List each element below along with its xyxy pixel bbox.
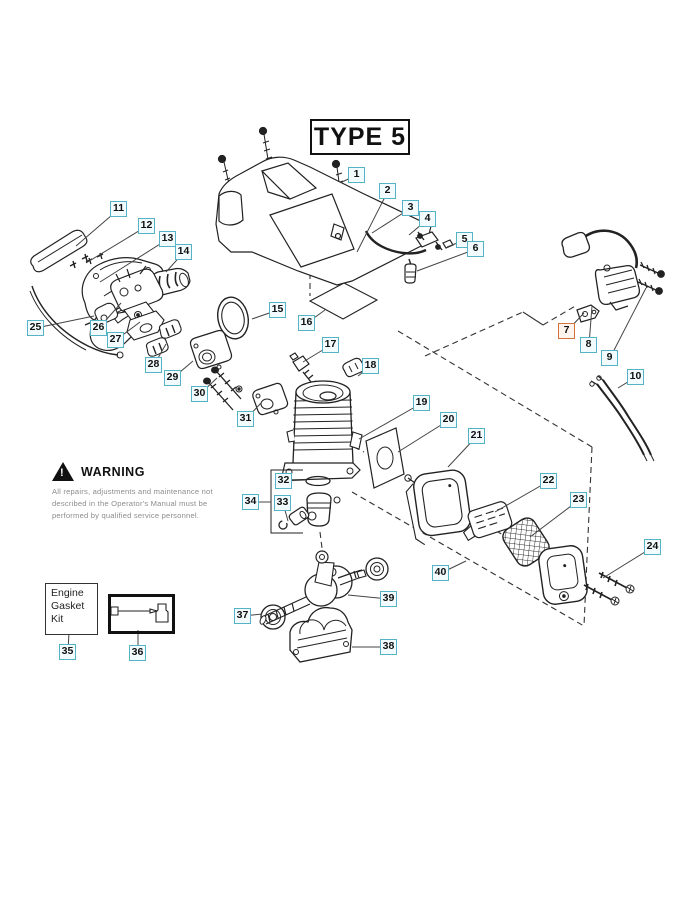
part-callout-3[interactable]: 3 — [402, 200, 419, 216]
kill-wires-drawing — [590, 376, 654, 461]
part-callout-24[interactable]: 24 — [644, 539, 661, 555]
part-callout-5[interactable]: 5 — [456, 232, 473, 248]
part-callout-17[interactable]: 17 — [322, 337, 339, 353]
part-callout-26[interactable]: 26 — [90, 320, 107, 336]
front-guard-drawing — [31, 230, 88, 272]
ignition-coil-drawing — [562, 231, 664, 322]
muffler-outer-drawing — [537, 544, 588, 606]
part-callout-30[interactable]: 30 — [191, 386, 208, 402]
part-callout-7[interactable]: 7 — [558, 323, 575, 339]
part-callout-19[interactable]: 19 — [413, 395, 430, 411]
part-callout-15[interactable]: 15 — [269, 302, 286, 318]
part-callout-4[interactable]: 4 — [419, 211, 436, 227]
type-label: TYPE 5 — [310, 119, 410, 155]
part-callout-8[interactable]: 8 — [580, 337, 597, 353]
part-callout-9[interactable]: 9 — [601, 350, 618, 366]
part-callout-25[interactable]: 25 — [27, 320, 44, 336]
part-callout-2[interactable]: 2 — [379, 183, 396, 199]
part-callout-37[interactable]: 37 — [234, 608, 251, 624]
part-callout-18[interactable]: 18 — [362, 358, 379, 374]
part-callout-28[interactable]: 28 — [145, 357, 162, 373]
part-callout-29[interactable]: 29 — [164, 370, 181, 386]
part-callout-12[interactable]: 12 — [138, 218, 155, 234]
part-callout-6[interactable]: 6 — [467, 241, 484, 257]
part-callout-40[interactable]: 40 — [432, 565, 449, 581]
part-callout-11[interactable]: 11 — [110, 201, 127, 217]
part-callout-32[interactable]: 32 — [275, 473, 292, 489]
muffler-body-drawing — [404, 469, 473, 547]
warning-block — [52, 462, 220, 521]
part-callout-10[interactable]: 10 — [627, 369, 644, 385]
part-callout-13[interactable]: 13 — [159, 231, 176, 247]
o-ring-inner-drawing — [219, 300, 247, 336]
part-callout-34[interactable]: 34 — [242, 494, 259, 510]
part-callout-33[interactable]: 33 — [274, 495, 291, 511]
part-callout-27[interactable]: 27 — [107, 332, 124, 348]
engine-gasket-kit-box: Engine Gasket Kit — [45, 583, 98, 635]
part-callout-1[interactable]: 1 — [348, 167, 365, 183]
warning-title: WARNING — [81, 464, 145, 479]
cylinder-cover-drawing — [216, 157, 431, 285]
tool-kit-box — [108, 594, 175, 634]
part-callout-36[interactable]: 36 — [129, 645, 146, 661]
warning-text: All repairs, adjustments and maintenance not described in the Operator's Manual must be performed by qualified service personnel. — [52, 487, 213, 520]
muffler-gasket-drawing — [366, 428, 422, 488]
muffler-bolts-drawing — [584, 572, 634, 605]
part-callout-20[interactable]: 20 — [440, 412, 457, 428]
cylinder-drawing — [282, 381, 362, 480]
part-callout-16[interactable]: 16 — [298, 315, 315, 331]
crankcase-drawing — [290, 608, 352, 662]
part-callout-38[interactable]: 38 — [380, 639, 397, 655]
part-callout-39[interactable]: 39 — [380, 591, 397, 607]
intake-flange-drawing — [191, 331, 288, 415]
part-callout-31[interactable]: 31 — [237, 411, 254, 427]
part-callout-23[interactable]: 23 — [570, 492, 587, 508]
warning-icon: ! — [52, 462, 74, 481]
part-callout-35[interactable]: 35 — [59, 644, 76, 660]
coil-locator-line — [523, 312, 543, 325]
part-callout-14[interactable]: 14 — [175, 244, 192, 260]
part-callout-22[interactable]: 22 — [540, 473, 557, 489]
part-callout-21[interactable]: 21 — [468, 428, 485, 444]
